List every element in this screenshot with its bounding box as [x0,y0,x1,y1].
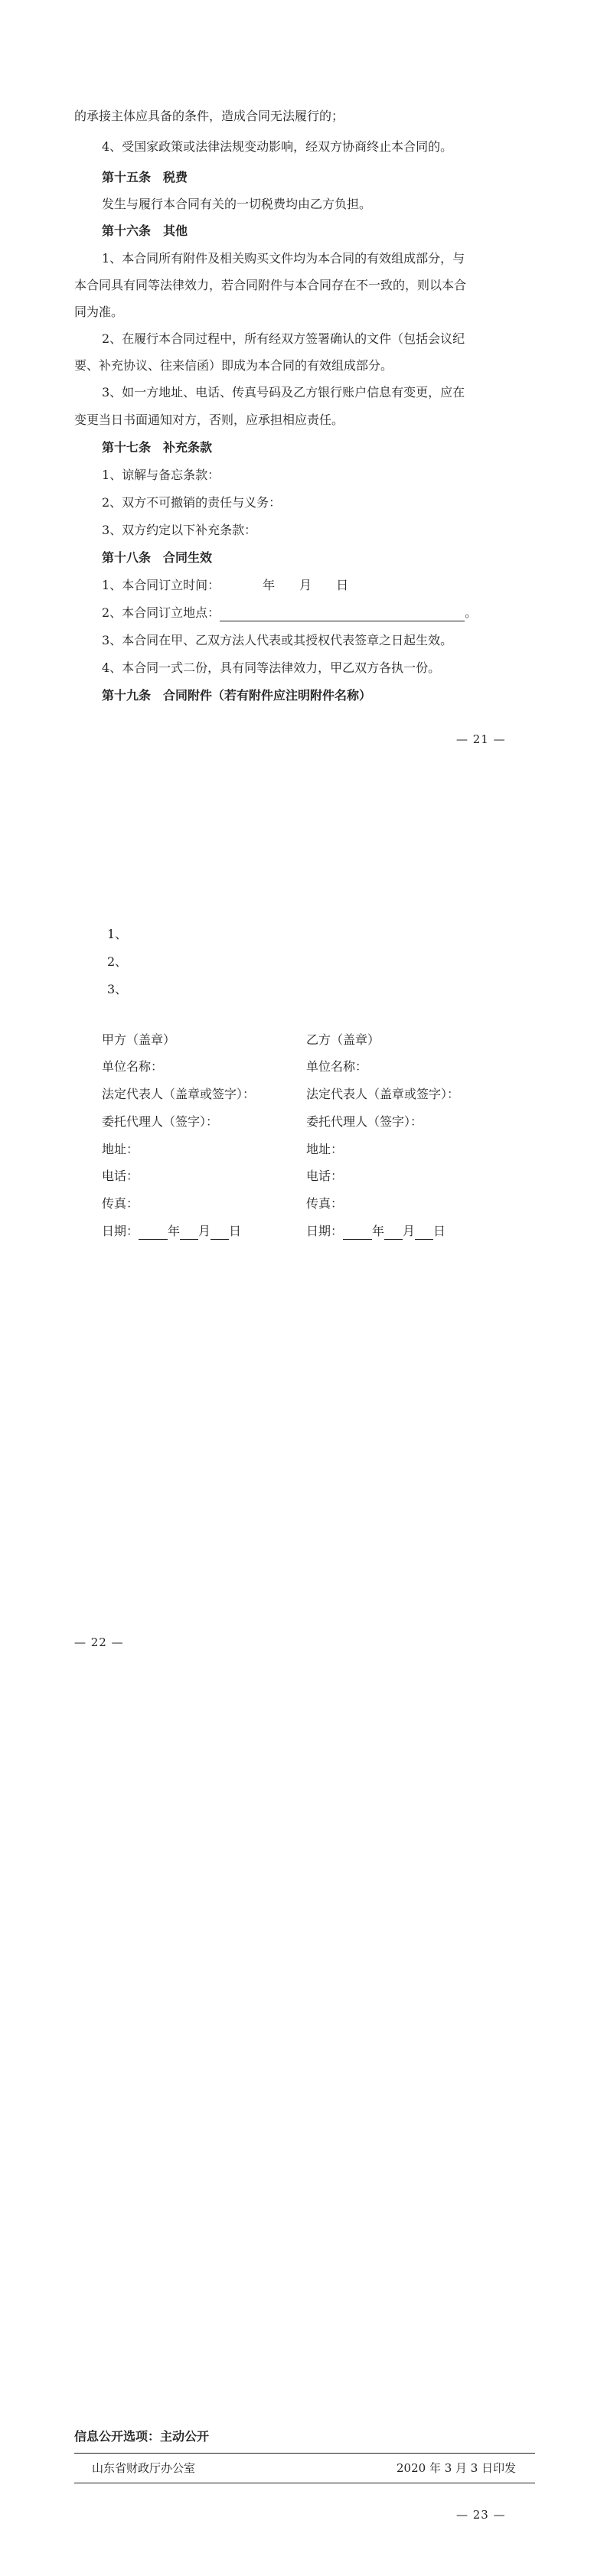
list-item: 1、本合同订立时间： 年 月 日 [102,578,349,592]
list-item: 1、谅解与备忘条款： [102,468,220,482]
list-item-location [102,605,477,621]
list-item: 3、双方约定以下补充条款： [102,523,257,537]
disclosure-option [74,2428,209,2445]
party-a-title: 甲方（盖章） [102,1032,176,1047]
attachment-item: 3、 [107,982,128,996]
day-blank [210,1227,229,1240]
disclosure-label: 信息公开选项： [74,2429,161,2444]
year-label: 年 [168,1224,181,1238]
party-b-legal-rep: 法定代表人（盖章或签字）： [306,1087,460,1101]
party-a-phone: 电话： [102,1169,139,1183]
article-15-body: 发生与履行本合同有关的一切税费均由乙方负担。 [102,197,372,211]
issue-date: 2020 年 3 月 3 日印发 [397,2461,517,2475]
page-21 [0,0,607,811]
party-b-title: 乙方（盖章） [306,1032,380,1047]
month-label: 月 [198,1224,211,1238]
party-a-address: 地址： [102,1142,139,1156]
paragraph: 的承接主体应具备的条件，造成合同无法履行的； [74,109,344,123]
page-number: — 22 — [74,1635,124,1649]
day-label: 日 [229,1224,242,1238]
day-blank [415,1227,433,1240]
divider [74,2453,535,2454]
party-b-unit: 单位名称： [306,1059,368,1074]
attachment-item: 2、 [107,954,128,969]
party-b-fax: 传真： [306,1196,344,1211]
paragraph: 要、补充协议、往来信函）即成为本合同的有效组成部分。 [74,358,393,373]
party-b-agent: 委托代理人（签字）： [306,1114,423,1129]
party-b-address: 地址： [306,1142,344,1156]
paragraph: 1、本合同所有附件及相关购买文件均为本合同的有效组成部分，与 [102,251,465,266]
day-label: 日 [433,1224,446,1238]
list-item: 3、本合同在甲、乙双方法人代表或其授权代表签章之日起生效。 [102,633,453,647]
party-a-fax: 传真： [102,1196,139,1211]
party-b-date [306,1223,445,1240]
year-label: 年 [372,1224,385,1238]
article-19-title: 第十九条 合同附件（若有附件应注明附件名称） [102,688,372,703]
page-23 [0,1668,607,2576]
paragraph: 变更当日书面通知对方，否则，应承担相应责任。 [74,412,344,427]
list-item: 2、双方不可撤销的责任与义务： [102,495,282,510]
party-a-legal-rep: 法定代表人（盖章或签字）： [102,1087,256,1101]
article-18-title: 第十八条 合同生效 [102,550,213,565]
paragraph: 本合同具有同等法律效力，若合同附件与本合同存在不一致的，则以本合 [74,278,467,292]
article-17-title: 第十七条 补充条款 [102,440,213,455]
date-label: 日期： [102,1224,139,1238]
year-blank [139,1227,168,1240]
disclosure-value: 主动公开 [160,2429,210,2444]
location-label: 2、本合同订立地点： [102,605,220,620]
party-a-date [102,1223,241,1240]
party-a-unit: 单位名称： [102,1059,164,1074]
paragraph: 同为准。 [74,305,124,319]
year-blank [343,1227,372,1240]
paragraph: 3、如一方地址、电话、传真号码及乙方银行账户信息有变更，应在 [102,385,465,399]
party-a-agent: 委托代理人（签字）： [102,1114,219,1129]
article-15-title: 第十五条 税费 [102,170,188,184]
month-blank [384,1227,403,1240]
article-16-title: 第十六条 其他 [102,223,188,238]
month-label: 月 [403,1224,416,1238]
page-number: — 21 — [456,732,506,746]
issuer: 山东省财政厅办公室 [92,2461,196,2475]
list-item: 4、本合同一式二份，具有同等法律效力，甲乙双方各执一份。 [102,660,441,675]
page-number: — 23 — [456,2508,506,2522]
location-end: 。 [465,605,478,620]
attachment-item: 1、 [107,927,128,941]
location-blank [220,608,465,621]
party-b-phone: 电话： [306,1169,344,1183]
date-label: 日期： [306,1224,344,1238]
paragraph: 4、受国家政策或法律法规变动影响，经双方协商终止本合同的。 [102,139,453,154]
month-blank [180,1227,198,1240]
paragraph: 2、在履行本合同过程中，所有经双方签署确认的文件（包括会议纪 [102,331,465,346]
page-22 [0,811,607,1668]
